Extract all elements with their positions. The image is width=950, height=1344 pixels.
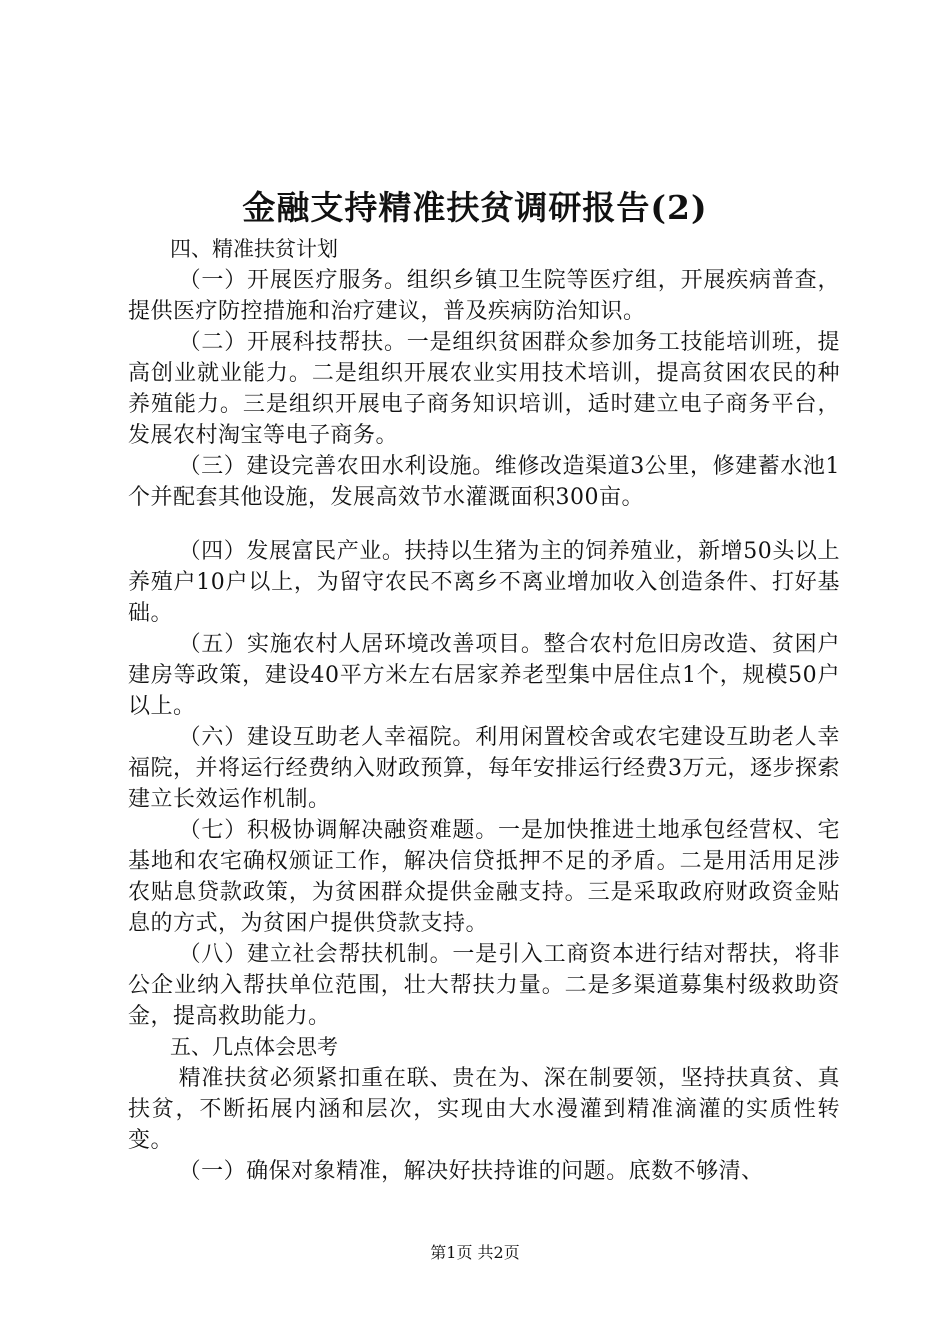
paragraph-target-precision: （一）确保对象精准，解决好扶持谁的问题。底数不够清、 <box>178 1159 764 1184</box>
paragraph-elderly-home: （六）建设互助老人幸福院。利用闲置校舍或农宅建设互助老人幸福院，并将运行经费纳入财政预算，每年安排运行经费3万元，逐步探索建立长效运作机制。 <box>128 725 840 812</box>
paragraph-medical-services: （一）开展医疗服务。组织乡镇卫生院等医疗组，开展疾病普查，提供医疗防控措施和治疗建议，普及疾病防治知识。 <box>128 268 840 324</box>
paragraph-social-assistance: （八）建立社会帮扶机制。一是引入工商资本进行结对帮扶，将非公企业纳入帮扶单位范围，壮大帮扶力量。二是多渠道募集村级救助资金，提高救助能力。 <box>128 942 840 1029</box>
page-indicator: 第1页 共2页 <box>430 1243 520 1262</box>
paragraph-irrigation: （三）建设完善农田水利设施。维修改造渠道3公里，修建蓄水池1个并配套其他设施，发展高效节水灌溉面积300亩。 <box>128 454 840 510</box>
paragraph-industry: （四）发展富民产业。扶持以生猪为主的饲养殖业，新增50头以上养殖户10户以上，为留守农民不离乡不离业增加收入创造条件、打好基础。 <box>128 539 840 626</box>
section-heading-four: 四、精准扶贫计划 <box>170 237 338 261</box>
paragraph-living-environment: （五）实施农村人居环境改善项目。整合农村危旧房改造、贫困户建房等政策，建设40平方米左右居家养老型集中居住点1个，规模50户以上。 <box>128 632 840 719</box>
paragraph-reflection-intro: 精准扶贫必须紧扣重在联、贵在为、深在制要领，坚持扶真贫、真扶贫，不断拓展内涵和层次，实现由大水漫灌到精准滴灌的实质性转变。 <box>128 1066 840 1153</box>
document-title: 金融支持精准扶贫调研报告(2) <box>242 188 708 227</box>
document-body <box>128 234 840 1187</box>
section-heading-five: 五、几点体会思考 <box>170 1035 338 1059</box>
paragraph-financing: （七）积极协调解决融资难题。一是加快推进土地承包经营权、宅基地和农宅确权颁证工作，解决信贷抵押不足的矛盾。二是用活用足涉农贴息贷款政策，为贫困群众提供金融支持。三是采取政府财政资金贴息的方式，为贫困户提供贷款支持。 <box>128 818 840 936</box>
paragraph-tech-assistance: （二）开展科技帮扶。一是组织贫困群众参加务工技能培训班，提高创业就业能力。二是组织开展农业实用技术培训，提高贫困农民的种养殖能力。三是组织开展电子商务知识培训，适时建立电子商务平台，发展农村淘宝等电子商务。 <box>128 330 840 448</box>
